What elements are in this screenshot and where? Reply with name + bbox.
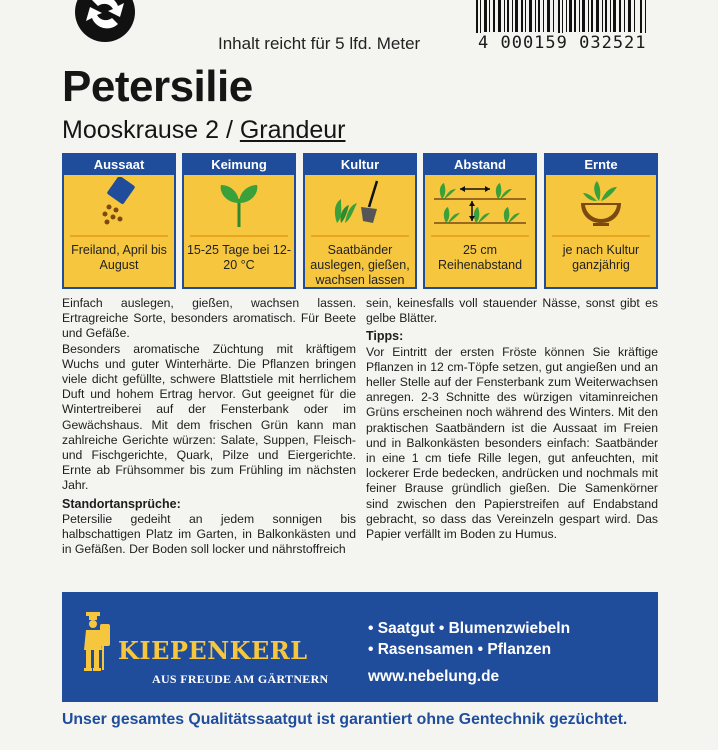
step-title: Keimung [184,155,294,175]
product-range-line: • Saatgut • Blumenzwiebeln [368,620,571,637]
location-continuation: sein, keinesfalls voll stauender Nässe, sonst gibt es gelbe Blätter. [366,296,658,326]
step-text: Saatbänder auslegen, gießen, wachsen lassen [310,243,410,287]
step-title: Abstand [425,155,535,175]
location-heading: Standortansprüche: [62,496,181,511]
step-aussaat [62,153,176,289]
row-spacing-icon [425,175,535,233]
step-keimung [182,153,296,289]
brand-banner [62,592,658,702]
step-ernte [544,153,658,289]
description-text: Besonders aromatische Züchtung mit kräftigem Wuchs und guter Winterhärte. Die Pflanzen bringen viele dicht gefüllte, schwere Blattstiele mit herrlichem Duft und hohem Ertrag hervor. Gut geeignet für die Wintertreiberei auf der Fensterbank oder im Gewächshaus. Mit dem frischen Grün kann man zahlreiche Gerichte würzen: Salate, Suppen, Fleisch- und Fischgerichte, Quark, Pilze und Eiergerichte. Ernte ab Frühsommer bis zum Frühling im nächsten Jahr. [62,341,356,493]
product-range [368,618,570,660]
product-variety [62,116,345,145]
description-right-column [366,296,658,542]
step-title: Kultur [305,155,415,175]
step-kultur [303,153,417,289]
step-text: 15-25 Tage bei 12-20 °C [186,243,292,272]
content-info: Inhalt reicht für 5 lfd. Meter [218,34,421,53]
step-abstand [423,153,537,289]
variety-name: Grandeur [239,116,346,144]
product-title: Petersilie [62,62,253,111]
step-text: Freiland, April bis August [71,243,167,272]
tips-text: Vor Eintritt der ersten Fröste können Sie kräftige Pflanzen in 12 cm-Töpfe setzen, gut angießen und an heller Stelle auf der Fensterbank zum Weiterwachsen anregen. 2-3 Schnitte des würzigen vitaminreichen Grüns erscheinen noch während des Winters. Mit den praktischen Saatbändern ist die Aussaat im Freien und in Balkonkästen besonders einfach: Saatbänder in eine 1 cm tiefe Rille legen, gut anfeuchten, mit lockerer Erde bedecken, andrücken und nochmals mit feiner Brause gründlich gießen. Die Samenkörner sind zwischen den Papierstreifen auf Endabstand gebracht, so dass das Vereinzeln gespart wird. Das Papier verfällt im Boden zu Humus. [366,344,658,542]
description-left-column [62,296,356,557]
location-text: Petersilie gedeiht an jedem sonnigen bis halbschattigen Platz im Garten, in Balkonkästen und in Gefäßen. Der Boden soll locker und nährstoffreich [62,511,356,557]
tips-heading: Tipps: [366,329,404,344]
gmo-free-statement: Unser gesamtes Qualitätssaatgut ist garantiert ohne Gentechnik gezüchtet. [62,711,628,728]
barcode-number: 4 000159 032521 [478,33,647,53]
intro-text: Einfach auslegen, gießen, wachsen lassen. Ertragreiche Sorte, besonders aromatisch. Für Beete und Gefäße. [62,296,356,341]
variety-prefix: Mooskrause 2 / [62,116,240,144]
brand-name: KIEPENKERL [118,636,308,665]
gruener-punkt-logo-icon [66,0,144,50]
kiepenkerl-figure-icon [82,610,122,674]
step-text: 25 cm Reihenabstand [437,243,523,272]
step-text: je nach Kultur ganzjährig [562,243,640,272]
harvest-bowl-icon [546,175,656,233]
shovel-plant-icon [305,175,415,233]
step-title: Aussaat [64,155,174,175]
step-title: Ernte [546,155,656,175]
sprout-icon [184,175,294,233]
brand-tagline: AUS FREUDE AM GÄRTNERN [152,672,329,686]
seed-packet-icon [64,175,174,233]
cultivation-steps [62,153,658,289]
product-range-line: • Rasensamen • Pflanzen [368,641,552,658]
website-link[interactable]: www.nebelung.de [368,668,500,685]
